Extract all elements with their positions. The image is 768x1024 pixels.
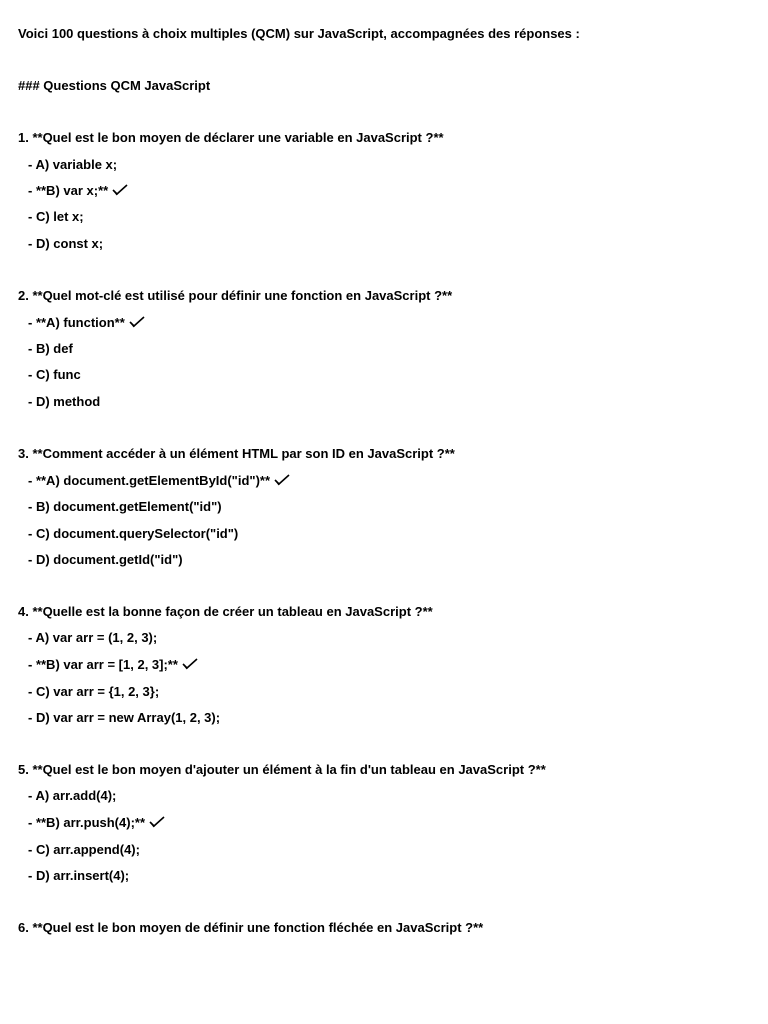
intro-text: Voici 100 questions à choix multiples (QCM) sur JavaScript, accompagnées des réponses : [18, 26, 580, 41]
question-2-option-d: - D) method [28, 394, 101, 409]
question-2-option-b: - B) def [28, 341, 73, 356]
question-3-option-b: - B) document.getElement("id") [28, 499, 222, 514]
question-1-option-c: - C) let x; [28, 209, 84, 224]
checkmark-icon [274, 473, 290, 487]
question-1-option-d: - D) const x; [28, 236, 104, 251]
question-2-option-a: - **A) function** [28, 315, 145, 331]
checkmark-icon [182, 657, 198, 671]
question-1-option-a: - A) variable x; [28, 157, 118, 172]
question-5-option-b: - **B) arr.push(4);** [28, 815, 165, 831]
question-3-option-a: - **A) document.getElementById("id")** [28, 473, 290, 489]
question-4-option-d: - D) var arr = new Array(1, 2, 3); [28, 710, 221, 725]
question-3-option-c: - C) document.querySelector("id") [28, 526, 239, 541]
question-1-title: 1. **Quel est le bon moyen de déclarer une variable en JavaScript ?** [18, 130, 444, 145]
question-5-option-a: - A) arr.add(4); [28, 788, 117, 803]
question-5-option-d: - D) arr.insert(4); [28, 868, 130, 883]
question-4-option-a: - A) var arr = (1, 2, 3); [28, 630, 158, 645]
question-5-option-c: - C) arr.append(4); [28, 842, 140, 857]
question-2-option-c: - C) func [28, 367, 81, 382]
checkmark-icon [112, 183, 128, 197]
question-3-title: 3. **Comment accéder à un élément HTML par son ID en JavaScript ?** [18, 446, 455, 461]
checkmark-icon [149, 815, 165, 829]
question-3-option-d: - D) document.getId("id") [28, 552, 183, 567]
question-5-title: 5. **Quel est le bon moyen d'ajouter un élément à la fin d'un tableau en JavaScript ?** [18, 762, 546, 777]
question-4-option-c: - C) var arr = {1, 2, 3}; [28, 684, 160, 699]
question-1-option-b: - **B) var x;** [28, 183, 128, 199]
question-4-option-b: - **B) var arr = [1, 2, 3];** [28, 657, 198, 673]
section-heading: ### Questions QCM JavaScript [18, 78, 211, 93]
checkmark-icon [129, 315, 145, 329]
question-4-title: 4. **Quelle est la bonne façon de créer un tableau en JavaScript ?** [18, 604, 433, 619]
question-2-title: 2. **Quel mot-clé est utilisé pour définir une fonction en JavaScript ?** [18, 288, 453, 303]
question-6-title: 6. **Quel est le bon moyen de définir une fonction fléchée en JavaScript ?** [18, 920, 484, 935]
